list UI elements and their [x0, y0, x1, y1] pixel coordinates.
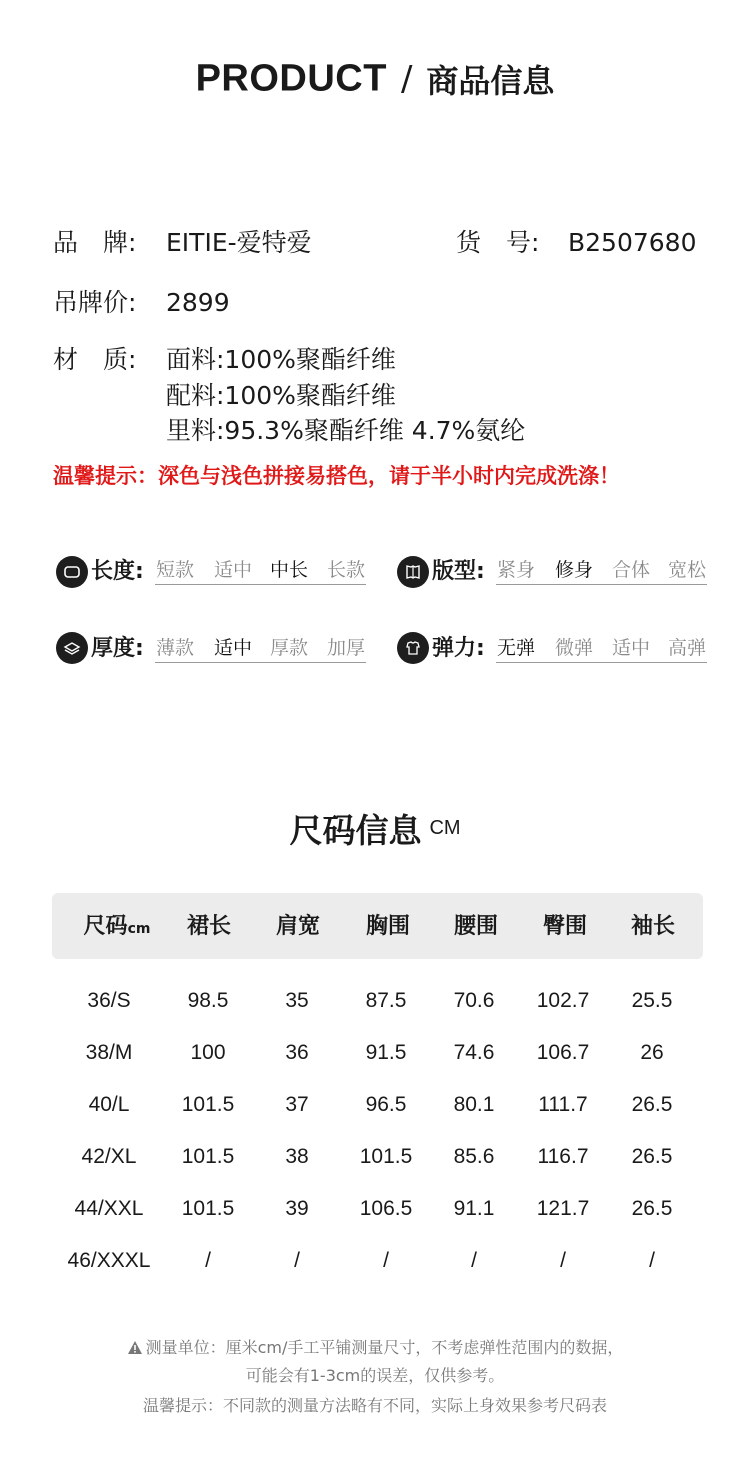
- size-col-header: 袖长: [630, 914, 676, 939]
- size-col-header: 尺码cm: [83, 914, 151, 939]
- table-cell: 121.7: [536, 1197, 590, 1220]
- length-option-selected: 中长: [270, 559, 309, 581]
- table-cell: 101.5: [181, 1145, 235, 1168]
- stretch-underline: [496, 662, 707, 663]
- stretch-option: 适中: [612, 637, 651, 659]
- fit-underline: [496, 584, 707, 585]
- size-label-cell: 44/XXL: [74, 1197, 144, 1220]
- fit-option-selected: 修身: [555, 559, 594, 581]
- table-cell: 25.5: [631, 989, 673, 1012]
- table-cell: 38: [285, 1145, 309, 1168]
- attr-name-fit: 版型:: [432, 559, 485, 584]
- table-cell: 35: [285, 989, 309, 1012]
- table-cell: 26: [640, 1041, 664, 1064]
- sku-value: B2507680: [568, 228, 697, 257]
- table-cell: 98.5: [187, 989, 229, 1012]
- table-cell: 106.5: [359, 1197, 413, 1220]
- size-col-header: 肩宽: [275, 914, 321, 939]
- table-cell: /: [649, 1249, 655, 1272]
- table-cell: /: [383, 1249, 389, 1272]
- table-cell: 36: [285, 1041, 309, 1064]
- attr-name-stretch: 弹力:: [432, 636, 485, 661]
- size-section-title: [0, 805, 750, 852]
- length-option: 长款: [327, 559, 366, 581]
- length-option: 短款: [156, 559, 195, 581]
- size-label-cell: 36/S: [87, 989, 131, 1012]
- table-cell: 91.1: [453, 1197, 495, 1220]
- thickness-option-selected: 适中: [214, 637, 253, 659]
- stretch-option-selected: 无弹: [497, 637, 536, 659]
- table-cell: 102.7: [536, 989, 590, 1012]
- price-label: 吊牌价:: [53, 288, 137, 317]
- thickness-icon: [56, 632, 88, 664]
- header-separator: /: [400, 59, 413, 99]
- stretch-icon: [397, 632, 429, 664]
- table-cell: 85.6: [453, 1145, 495, 1168]
- thickness-underline: [155, 662, 366, 663]
- size-col-header: 臀围: [542, 914, 588, 939]
- length-icon: [56, 556, 88, 588]
- stretch-option: 微弹: [555, 637, 594, 659]
- attr-name-length: 长度:: [91, 559, 144, 584]
- table-cell: 70.6: [453, 989, 495, 1012]
- size-label-cell: 40/L: [88, 1093, 130, 1116]
- table-cell: 80.1: [453, 1093, 495, 1116]
- material-line: 里料:95.3%聚酯纤维 4.7%氨纶: [166, 416, 526, 445]
- table-cell: 101.5: [181, 1197, 235, 1220]
- size-col-header: 腰围: [453, 914, 499, 939]
- fit-option: 紧身: [497, 559, 536, 581]
- length-option: 适中: [214, 559, 253, 581]
- measure-note-line1: 测量单位：厘米cm/手工平铺测量尺寸，不考虑弹性范围内的数据，: [0, 1337, 750, 1361]
- table-cell: 26.5: [631, 1093, 673, 1116]
- table-cell: /: [294, 1249, 300, 1272]
- table-cell: /: [205, 1249, 211, 1272]
- table-cell: 116.7: [537, 1145, 589, 1168]
- material-label: 材 质:: [53, 345, 137, 374]
- table-cell: 96.5: [365, 1093, 407, 1116]
- table-cell: 87.5: [365, 989, 407, 1012]
- price-value: 2899: [166, 288, 230, 317]
- size-label-cell: 38/M: [85, 1041, 133, 1064]
- table-cell: /: [471, 1249, 477, 1272]
- size-title: 尺码信息: [289, 811, 422, 850]
- table-cell: 74.6: [453, 1041, 495, 1064]
- stretch-option: 高弹: [668, 637, 707, 659]
- table-cell: 101.5: [181, 1093, 235, 1116]
- thickness-option: 加厚: [327, 637, 366, 659]
- table-cell: 101.5: [359, 1145, 413, 1168]
- header-title-zh: 商品信息: [426, 62, 555, 100]
- material-line: 配料:100%聚酯纤维: [166, 381, 396, 410]
- table-cell: 39: [285, 1197, 309, 1220]
- fit-icon: [397, 556, 429, 588]
- table-cell: 106.7: [536, 1041, 590, 1064]
- material-line: 面料:100%聚酯纤维: [166, 345, 396, 374]
- length-underline: [155, 584, 366, 585]
- table-cell: 37: [285, 1093, 309, 1116]
- table-cell: 111.7: [538, 1093, 588, 1116]
- header-title-en: PRODUCT: [195, 57, 387, 100]
- table-cell: 26.5: [631, 1145, 673, 1168]
- table-cell: 91.5: [365, 1041, 407, 1064]
- size-col-header: 裙长: [186, 914, 232, 939]
- thickness-option: 厚款: [270, 637, 309, 659]
- warning-icon: [127, 1339, 143, 1361]
- table-cell: 100: [190, 1041, 226, 1064]
- measure-note-line3: 温馨提示：不同款的测量方法略有不同，实际上身效果参考尺码表: [142, 1396, 607, 1415]
- table-cell: 26.5: [631, 1197, 673, 1220]
- measure-note-line2: 可能会有1-3cm的误差，仅供参考。: [245, 1366, 505, 1385]
- thickness-option: 薄款: [156, 637, 195, 659]
- size-col-header: 胸围: [365, 914, 411, 939]
- page-header: [0, 56, 750, 102]
- brand-label: 品 牌:: [53, 228, 137, 257]
- fit-option: 宽松: [668, 559, 707, 581]
- care-warning: 温馨提示：深色与浅色拼接易搭色，请于半小时内完成洗涤！: [53, 464, 620, 488]
- sku-label: 货 号:: [456, 228, 540, 257]
- attr-name-thickness: 厚度:: [91, 636, 144, 661]
- brand-value: EITIE-爱特爱: [166, 228, 312, 257]
- fit-option: 合体: [612, 559, 651, 581]
- size-label-cell: 46/XXXL: [67, 1249, 151, 1272]
- size-unit: CM: [429, 817, 461, 839]
- size-label-cell: 42/XL: [81, 1145, 137, 1168]
- table-cell: /: [560, 1249, 566, 1272]
